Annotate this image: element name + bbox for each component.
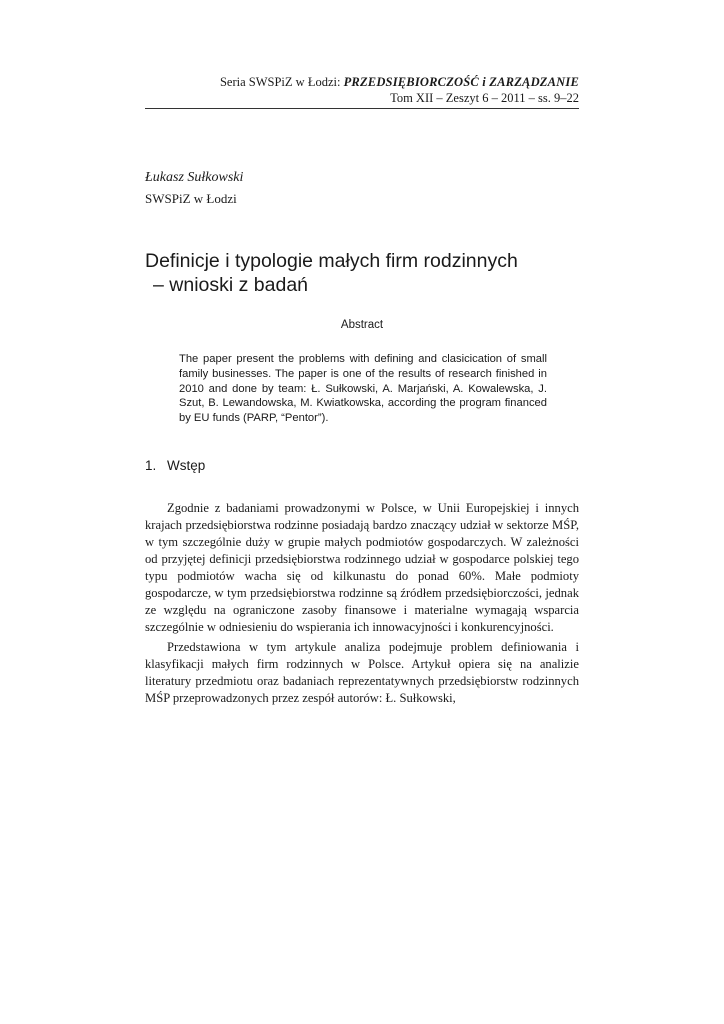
series-name: PRZEDSIĘBIORCZOŚĆ i ZARZĄDZANIE	[343, 75, 579, 89]
section-number: 1.	[145, 458, 157, 473]
volume-info: Tom XII – Zeszyt 6 – 2011 – ss. 9–22	[390, 91, 579, 105]
paper-title	[145, 249, 585, 297]
journal-header	[139, 74, 579, 106]
paragraph: Przedstawiona w tym artykule analiza podejmuje problem definiowania i klasyfikacji małych firm rodzinnych w Polsce. Artykuł opiera się na analizie literatury przedmiotu oraz badaniach reprezentatywnych przedsiębiorstw rodzinnych MŚP przeprowadzonych przez zespół autorów: Ł. Sułkowski,	[145, 640, 579, 705]
title-line-1: Definicje i typologie małych firm rodzinnych	[145, 250, 518, 272]
title-line-2: – wnioski z badań	[153, 274, 309, 296]
abstract-heading: Abstract	[340, 319, 384, 331]
author-name: Łukasz Sułkowski	[145, 170, 244, 185]
section-title: Wstęp	[167, 458, 206, 473]
author-affiliation: SWSPiZ w Łodzi	[145, 191, 237, 206]
section-heading	[145, 458, 205, 473]
body-text	[145, 500, 579, 710]
paragraph: Zgodnie z badaniami prowadzonymi w Polsce, w Unii Europejskiej i innych krajach przedsiębiorstwa rodzinne posiadają bardzo znaczący udział w sektorze MŚP, w tym szczególnie duży w grupie małych podmiotów gospodarczych. W zależności od przyjętej definicji przedsiębiorstwa rodzinnego udział w gospodarce polskiej tego typu podmiotów wacha się od kilkunastu do ponad 60%. Małe podmioty gospodarcze, w tym przedsiębiorstwa rodzinne są źródłem przedsiębiorczości, jednak ze względu na ograniczone zasoby finansowe i materialne wymagają wsparcia szczególnie w odniesieniu do wspierania ich innowacyjności i konkurencyjności.	[145, 501, 579, 634]
series-line	[139, 74, 579, 90]
series-prefix: Seria SWSPiZ w Łodzi:	[219, 75, 344, 89]
abstract-text: The paper present the problems with defining and clasicication of small family businesses. The paper is one of the results of research finished in 2010 and done by team: Ł. Sułkowski, A. Marjański, A. Kowalewska, J. Szut, B. Lewandowska, M. Kwiatkowska, according the program financed by EU funds (PARP, “Pentor”).	[179, 353, 547, 425]
header-rule	[145, 108, 579, 109]
